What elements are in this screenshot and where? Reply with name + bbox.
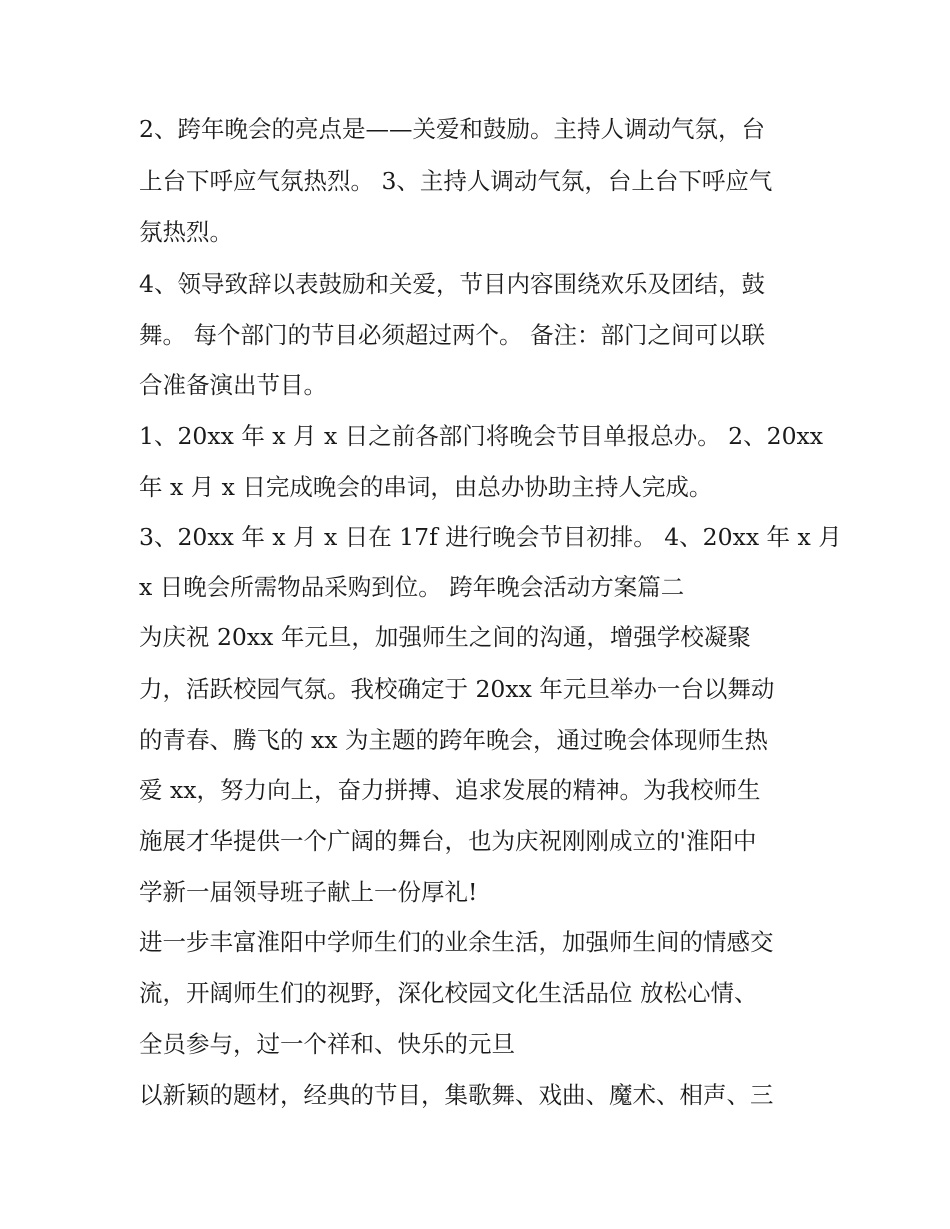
text-line: 合准备演出节目。	[139, 371, 327, 399]
text-line: 进一步丰富淮阳中学师生们的业余生活，加强师生间的情感交	[139, 928, 774, 956]
text-line: 力，活跃校园气氛。我校确定于 20xx 年元旦举办一台以舞动	[139, 675, 775, 703]
text-line: 1、20xx 年 x 月 x 日之前各部门将晚会节目单报总办。 2、20xx	[139, 422, 824, 450]
text-line: x 日晚会所需物品采购到位。 跨年晚会活动方案篇二	[139, 573, 685, 601]
text-line: 3、20xx 年 x 月 x 日在 17f 进行晚会节目初排。 4、20xx 年 x 月	[139, 523, 842, 551]
text-line: 舞。 每个部门的节目必须超过两个。 备注：部门之间可以联	[139, 321, 765, 349]
text-line: 的青春、腾飞的 xx 为主题的跨年晚会，通过晚会体现师生热	[139, 726, 768, 754]
text-line: 氛热烈。	[139, 218, 233, 246]
text-line: 全员参与，过一个祥和、快乐的元旦	[139, 1030, 515, 1058]
text-line: 爱 xx，努力向上，奋力拼搏、追求发展的精神。为我校师生	[139, 776, 761, 804]
text-line: 学新一届领导班子献上一份厚礼!	[139, 878, 478, 906]
text-line: 上台下呼应气氛热烈。 3、主持人调动气氛，台上台下呼应气	[139, 167, 773, 195]
text-line: 为庆祝 20xx 年元旦，加强师生之间的沟通，增强学校凝聚	[139, 623, 751, 651]
text-line: 年 x 月 x 日完成晚会的串词，由总办协助主持人完成。	[139, 473, 713, 501]
text-line: 4、领导致辞以表鼓励和关爱，节目内容围绕欢乐及团结，鼓	[139, 270, 765, 298]
text-line: 以新颖的题材，经典的节目，集歌舞、戏曲、魔术、相声、三	[139, 1081, 774, 1109]
text-line: 2、跨年晚会的亮点是——关爱和鼓励。主持人调动气氛，台	[139, 115, 765, 143]
text-line: 施展才华提供一个广阔的舞台，也为庆祝刚刚成立的'淮阳中	[139, 827, 757, 855]
text-line: 流，开阔师生们的视野，深化校园文化生活品位 放松心情、	[139, 979, 758, 1007]
